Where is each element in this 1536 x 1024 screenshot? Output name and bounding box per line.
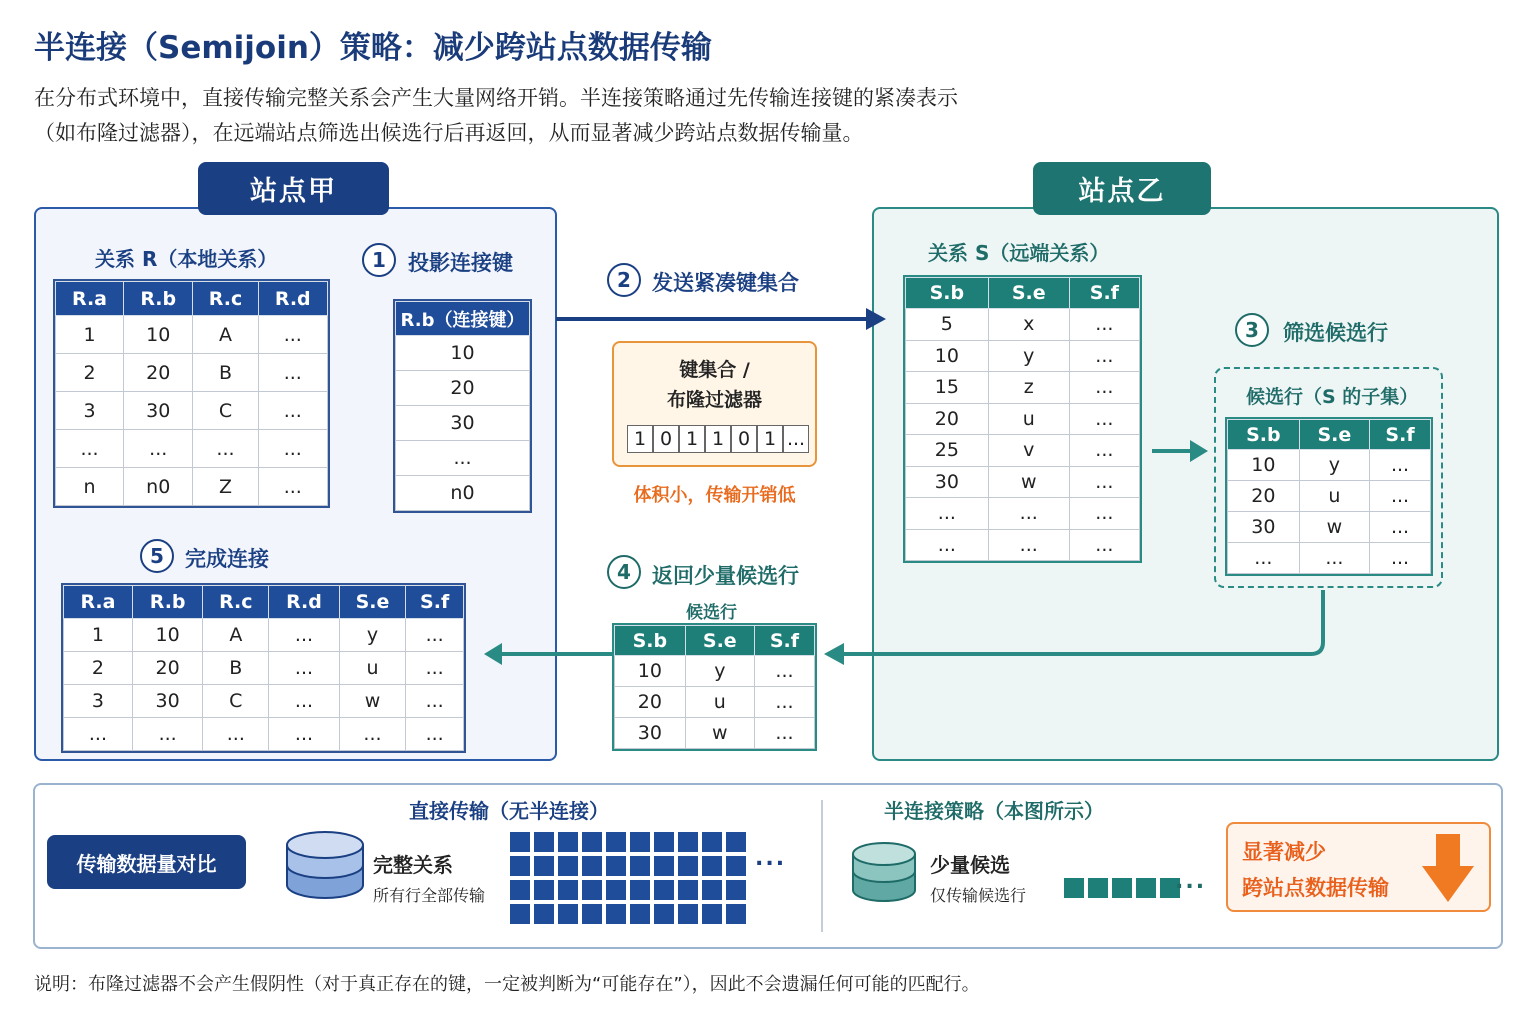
table-cell: y	[685, 656, 754, 687]
data-block	[606, 880, 626, 900]
data-block	[558, 904, 578, 924]
data-block	[654, 904, 674, 924]
bit-cell: 1	[627, 425, 653, 453]
relation-s-table	[905, 277, 1140, 561]
table-cell: 25	[906, 435, 989, 467]
table-cell: ...	[988, 529, 1069, 561]
table-cell: ...	[1069, 340, 1139, 372]
candidate-table	[1227, 419, 1431, 574]
returned-table	[614, 625, 815, 749]
page-title: 半连接（Semijoin）策略：减少跨站点数据传输	[34, 30, 712, 66]
comparison-divider	[821, 800, 823, 932]
table-row	[906, 372, 1140, 404]
data-block	[726, 880, 746, 900]
relation-r-label: 关系 R（本地关系）	[95, 247, 278, 271]
data-block	[678, 832, 698, 852]
intro-line-2: （如布隆过滤器），在远端站点筛选出候选行后再返回，从而显著减少跨站点数据传输量。	[34, 121, 864, 145]
column-header: S.f	[754, 626, 814, 656]
table-cell: ...	[406, 619, 464, 652]
table-cell: z	[988, 372, 1069, 404]
table-row	[396, 336, 530, 371]
table-cell: ...	[1069, 403, 1139, 435]
data-block	[558, 880, 578, 900]
table-row	[64, 619, 464, 652]
data-block	[510, 880, 530, 900]
table-cell: x	[988, 309, 1069, 341]
table-cell: ...	[339, 718, 406, 751]
table-cell: ...	[56, 430, 124, 468]
candidate-label: 候选行（S 的子集）	[1246, 386, 1419, 408]
table-cell: ...	[258, 392, 327, 430]
table-row	[906, 466, 1140, 498]
table-cell: C	[203, 685, 269, 718]
column-header: R.d	[258, 282, 327, 316]
table-cell: 2	[56, 354, 124, 392]
data-block	[702, 904, 722, 924]
bit-cell: 1	[679, 425, 705, 453]
table-row	[64, 685, 464, 718]
data-block	[510, 904, 530, 924]
full-relation-database-icon	[284, 823, 366, 905]
table-row	[396, 371, 530, 406]
table-cell: ...	[269, 685, 339, 718]
step-1-label: 投影连接键	[408, 251, 513, 275]
data-block	[678, 904, 698, 924]
table-cell: n0	[124, 468, 193, 506]
bloom-filter-title	[614, 355, 815, 415]
step-2-circle: 2	[607, 263, 641, 297]
relation-s-label: 关系 S（远端关系）	[928, 241, 1110, 265]
step-2-label: 发送紧凑键集合	[652, 271, 799, 295]
data-block	[510, 832, 530, 852]
data-block	[1136, 878, 1156, 898]
semijoin-sub: 仅传输候选行	[930, 886, 1027, 905]
table-cell: ...	[132, 718, 202, 751]
data-block	[606, 832, 626, 852]
table-row	[56, 316, 328, 354]
table-row	[615, 656, 815, 687]
table-cell: ...	[203, 718, 269, 751]
data-block	[726, 856, 746, 876]
table-cell: n	[56, 468, 124, 506]
table-cell: 30	[906, 466, 989, 498]
data-block	[582, 880, 602, 900]
step-3-circle: 3	[1235, 313, 1269, 347]
step-1-circle: 1	[362, 243, 396, 277]
column-header: R.a	[56, 282, 124, 316]
table-cell: 30	[132, 685, 202, 718]
data-block	[534, 856, 554, 876]
table-cell: B	[203, 652, 269, 685]
table-cell: 30	[1228, 512, 1300, 543]
data-block	[558, 832, 578, 852]
table-cell: 30	[396, 406, 530, 441]
site-b-tab: 站点乙	[1033, 162, 1211, 215]
table-row	[56, 354, 328, 392]
data-block	[606, 904, 626, 924]
table-cell: 10	[615, 656, 686, 687]
table-cell: ...	[754, 718, 814, 749]
table-cell: w	[1299, 512, 1369, 543]
column-header: S.b	[615, 626, 686, 656]
table-cell: u	[988, 403, 1069, 435]
table-cell: 20	[124, 354, 193, 392]
step-4-label: 返回少量候选行	[652, 564, 799, 588]
step-5-label: 完成连接	[185, 547, 269, 571]
data-block	[630, 856, 650, 876]
table-row	[56, 392, 328, 430]
table-cell: A	[203, 619, 269, 652]
column-header: R.c	[203, 586, 269, 619]
table-row	[906, 498, 1140, 530]
data-block	[654, 880, 674, 900]
table-row	[396, 476, 530, 511]
join-result-table	[63, 585, 464, 751]
reduction-text	[1242, 834, 1389, 906]
table-cell: ...	[1069, 466, 1139, 498]
column-header: S.e	[1299, 420, 1369, 450]
table-cell: 20	[1228, 481, 1300, 512]
data-block	[630, 832, 650, 852]
table-cell: 30	[615, 718, 686, 749]
column-header: R.d	[269, 586, 339, 619]
reduction-line-1: 显著减少	[1242, 840, 1326, 864]
table-row	[906, 340, 1140, 372]
table-row	[1228, 543, 1431, 574]
returned-label: 候选行	[686, 603, 737, 623]
bloom-title-line-1: 键集合 /	[679, 359, 750, 381]
table-cell: ...	[396, 441, 530, 476]
table-cell: ...	[1069, 498, 1139, 530]
column-header: S.b	[1228, 420, 1300, 450]
table-row	[615, 718, 815, 749]
table-cell: ...	[269, 652, 339, 685]
site-a-tab: 站点甲	[198, 162, 389, 215]
table-cell: ...	[1069, 435, 1139, 467]
table-cell: ...	[1069, 309, 1139, 341]
candidate-data-blocks	[1064, 878, 1180, 898]
table-cell: ...	[1069, 529, 1139, 561]
step-5-circle: 5	[140, 539, 174, 573]
table-cell: 1	[56, 316, 124, 354]
column-header: S.e	[339, 586, 406, 619]
direct-label: 完整关系	[373, 853, 453, 877]
table-cell: A	[193, 316, 258, 354]
data-block	[558, 856, 578, 876]
table-cell: 10	[132, 619, 202, 652]
data-block	[726, 832, 746, 852]
data-block	[630, 904, 650, 924]
table-cell: ...	[193, 430, 258, 468]
intro-line-1: 在分布式环境中，直接传输完整关系会产生大量网络开销。半连接策略通过先传输连接键的紧凑表示	[34, 86, 958, 110]
reduction-line-2: 跨站点数据传输	[1242, 876, 1389, 900]
table-cell: ...	[258, 430, 327, 468]
step-3-label: 筛选候选行	[1283, 321, 1388, 345]
data-block	[1112, 878, 1132, 898]
semijoin-ellipsis: ...	[1175, 869, 1207, 894]
table-cell: w	[685, 718, 754, 749]
table-cell: y	[1299, 450, 1369, 481]
table-cell: ...	[269, 619, 339, 652]
table-cell: ...	[906, 498, 989, 530]
projection-table	[395, 301, 530, 511]
candidate-database-icon	[850, 838, 918, 906]
table-cell: 20	[396, 371, 530, 406]
data-block	[534, 832, 554, 852]
table-row	[1228, 450, 1431, 481]
table-cell: ...	[406, 652, 464, 685]
filter-arrow	[1150, 436, 1210, 466]
table-cell: 3	[64, 685, 133, 718]
table-cell: 2	[64, 652, 133, 685]
column-header: S.f	[1370, 420, 1431, 450]
table-row	[906, 403, 1140, 435]
column-header: S.e	[988, 278, 1069, 309]
table-cell: ...	[269, 718, 339, 751]
column-header: S.b	[906, 278, 989, 309]
table-cell: ...	[258, 316, 327, 354]
data-block	[534, 880, 554, 900]
table-row	[396, 441, 530, 476]
direct-ellipsis: ...	[755, 846, 787, 871]
table-cell: ...	[258, 354, 327, 392]
table-cell: ...	[1228, 543, 1300, 574]
column-header: R.b	[132, 586, 202, 619]
deliver-arrow	[482, 640, 616, 668]
return-arrow	[820, 588, 1330, 670]
step-4-circle: 4	[607, 555, 641, 589]
table-row	[64, 718, 464, 751]
table-row	[56, 430, 328, 468]
direct-transfer-title: 直接传输（无半连接）	[409, 799, 609, 823]
table-cell: 15	[906, 372, 989, 404]
bloom-filter-box	[612, 341, 817, 467]
table-cell: ...	[1370, 512, 1431, 543]
table-cell: u	[685, 687, 754, 718]
table-cell: C	[193, 392, 258, 430]
table-cell: ...	[754, 687, 814, 718]
table-cell: u	[339, 652, 406, 685]
bit-cell: ...	[783, 425, 809, 453]
table-cell: ...	[258, 468, 327, 506]
table-cell: n0	[396, 476, 530, 511]
column-header: R.c	[193, 282, 258, 316]
send-arrow	[556, 304, 888, 334]
table-cell: v	[988, 435, 1069, 467]
table-cell: ...	[988, 498, 1069, 530]
data-block	[654, 856, 674, 876]
table-row	[906, 309, 1140, 341]
semijoin-title: 半连接策略（本图所示）	[884, 799, 1104, 823]
data-block	[582, 832, 602, 852]
table-row	[1228, 481, 1431, 512]
column-header: S.f	[1069, 278, 1139, 309]
table-cell: ...	[754, 656, 814, 687]
data-block	[702, 832, 722, 852]
data-block	[702, 880, 722, 900]
table-cell: B	[193, 354, 258, 392]
bit-cell: 0	[653, 425, 679, 453]
table-cell: u	[1299, 481, 1369, 512]
semijoin-label: 少量候选	[930, 853, 1010, 877]
data-block	[582, 904, 602, 924]
column-header: R.b	[124, 282, 193, 316]
table-cell: ...	[406, 685, 464, 718]
data-block	[606, 856, 626, 876]
data-block	[510, 856, 530, 876]
table-cell: 3	[56, 392, 124, 430]
data-block	[654, 832, 674, 852]
table-cell: 20	[906, 403, 989, 435]
table-row	[56, 468, 328, 506]
table-cell: y	[988, 340, 1069, 372]
table-cell: ...	[1370, 481, 1431, 512]
reduction-callout	[1226, 822, 1491, 912]
data-block	[678, 880, 698, 900]
table-cell: ...	[406, 718, 464, 751]
table-cell: ...	[1370, 543, 1431, 574]
table-cell: y	[339, 619, 406, 652]
table-cell: 5	[906, 309, 989, 341]
bloom-filter-note: 体积小，传输开销低	[633, 485, 796, 506]
table-cell: Z	[193, 468, 258, 506]
full-data-blocks	[510, 832, 746, 924]
table-cell: 30	[124, 392, 193, 430]
column-header: S.f	[406, 586, 464, 619]
table-cell: ...	[1370, 450, 1431, 481]
table-cell: ...	[64, 718, 133, 751]
bit-cell: 1	[757, 425, 783, 453]
direct-sub: 所有行全部传输	[373, 886, 486, 905]
table-row	[1228, 512, 1431, 543]
comparison-badge: 传输数据量对比	[47, 835, 246, 889]
table-cell: w	[988, 466, 1069, 498]
bit-array	[627, 425, 809, 453]
table-cell: ...	[124, 430, 193, 468]
relation-r-table	[55, 281, 328, 506]
data-block	[678, 856, 698, 876]
bit-cell: 0	[731, 425, 757, 453]
bloom-title-line-2: 布隆过滤器	[666, 389, 762, 411]
table-row	[906, 435, 1140, 467]
table-cell: 10	[396, 336, 530, 371]
table-cell: 20	[615, 687, 686, 718]
table-row	[906, 529, 1140, 561]
data-block	[726, 904, 746, 924]
table-row	[64, 652, 464, 685]
data-block	[702, 856, 722, 876]
table-row	[615, 687, 815, 718]
column-header: S.e	[685, 626, 754, 656]
down-arrow-icon	[1420, 834, 1476, 904]
table-cell: 10	[1228, 450, 1300, 481]
table-cell: ...	[1299, 543, 1369, 574]
table-cell: 10	[124, 316, 193, 354]
data-block	[582, 856, 602, 876]
table-cell: 10	[906, 340, 989, 372]
bit-cell: 1	[705, 425, 731, 453]
footnote: 说明：布隆过滤器不会产生假阴性（对于真正存在的键，一定被判断为“可能存在”），因此不会遗漏任何可能的匹配行。	[34, 974, 980, 995]
data-block	[630, 880, 650, 900]
data-block	[1088, 878, 1108, 898]
table-cell: w	[339, 685, 406, 718]
table-cell: ...	[1069, 372, 1139, 404]
data-block	[534, 904, 554, 924]
table-cell: 20	[132, 652, 202, 685]
data-block	[1064, 878, 1084, 898]
table-row	[396, 406, 530, 441]
column-header: R.a	[64, 586, 133, 619]
table-cell: ...	[906, 529, 989, 561]
projection-header: R.b（连接键）	[396, 302, 530, 336]
table-cell: 1	[64, 619, 133, 652]
